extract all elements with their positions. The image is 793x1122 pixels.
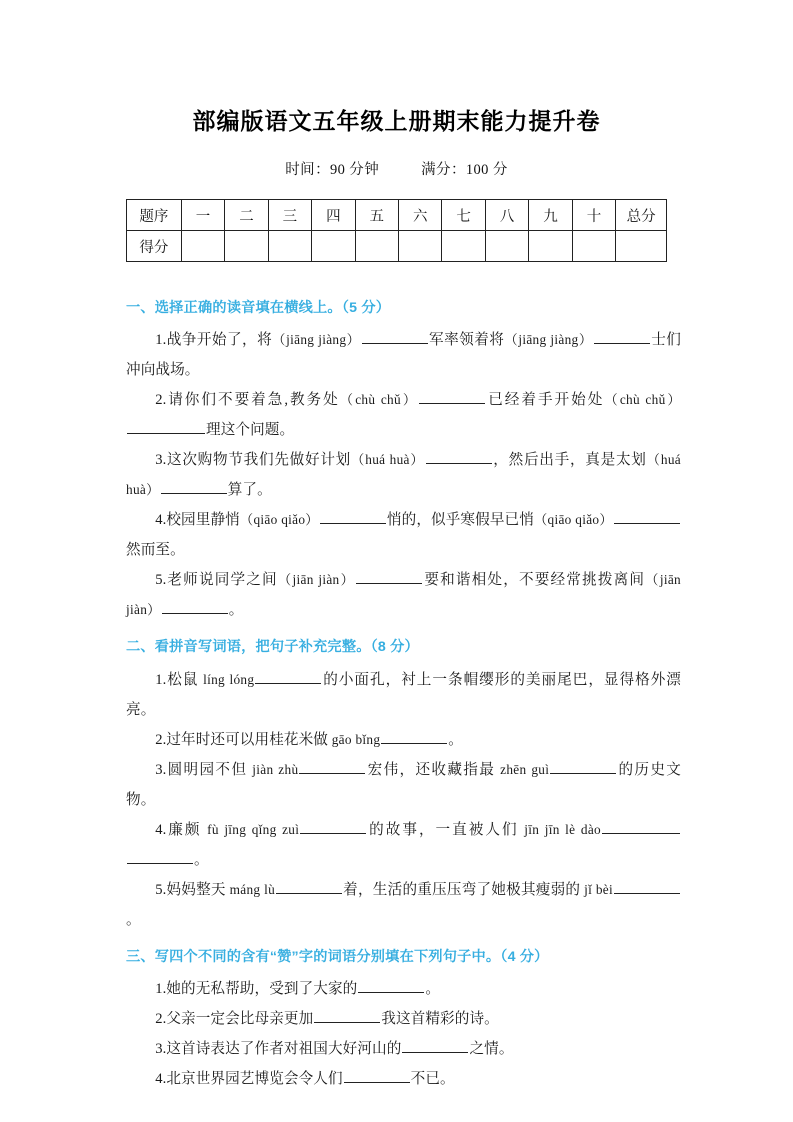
s3q3-blank[interactable]	[402, 1038, 468, 1053]
q4-text-c: 然而至。	[126, 542, 185, 559]
table-row-scores	[127, 231, 667, 262]
s2q4-pinyin-a: fù jīng qǐng zuì	[207, 821, 300, 837]
q3-text-a: 3.这次购物节我们先做好计划	[155, 452, 352, 469]
q3-blank-b[interactable]	[161, 479, 227, 494]
s2q5-pinyin-b: jǐ bèi	[584, 881, 614, 897]
col-7: 七	[442, 200, 485, 231]
s2q4-text-a: 4.廉颇	[155, 821, 208, 838]
s2q2-blank-a[interactable]	[381, 729, 447, 744]
s3q1-blank[interactable]	[358, 978, 424, 993]
s2q2-text-a: 2.过年时还可以用桂花米做	[155, 731, 332, 748]
score-cell-1[interactable]	[181, 231, 224, 262]
q1-blank-b[interactable]	[594, 329, 650, 344]
q5-text-c: 。	[228, 602, 244, 619]
section-3-question-4	[126, 1064, 681, 1094]
s2q5-text-c: 。	[126, 911, 141, 928]
s3q2-text-b: 我这首精彩的诗。	[381, 1010, 499, 1027]
q2-blank-a[interactable]	[419, 389, 485, 404]
s2q2-pinyin-a: gāo bǐng	[331, 731, 381, 747]
score-cell-2[interactable]	[225, 231, 268, 262]
section-1-question-5	[126, 565, 681, 625]
s3q2-text-a: 2.父亲一定会比母亲更加	[155, 1010, 314, 1027]
s2q3-text-a: 3.圆明园不但	[155, 761, 253, 778]
exam-content	[0, 298, 793, 1094]
q5-text-b: 要和谐相处，不要经常挑拨离间	[423, 572, 646, 589]
s2q5-text-b: 着，生活的重压压弯了她极其瘦弱的	[343, 881, 585, 898]
section-1-heading: 一、选择正确的读音填在横线上。（5 分）	[126, 300, 391, 316]
s2q1-pinyin-a: líng lóng	[203, 671, 255, 687]
section-1-question-3	[126, 445, 681, 505]
section-2	[126, 637, 681, 934]
s2q4-blank-c[interactable]	[127, 849, 193, 864]
s2q4-blank-b[interactable]	[602, 819, 680, 834]
q5-pinyin-a: （jiān jiàn）	[277, 572, 356, 588]
s3q3-text-b: 之情。	[469, 1040, 514, 1057]
s3q3-text-a: 3.这首诗表达了作者对祖国大好河山的	[155, 1040, 402, 1057]
score-cell-10[interactable]	[572, 231, 615, 262]
score-table-container	[0, 179, 793, 262]
q5-pinyin-b: （jiān jiàn）	[126, 572, 681, 618]
col-2: 二	[225, 200, 268, 231]
s3q4-blank[interactable]	[344, 1068, 410, 1083]
section-3-question-2	[126, 1004, 681, 1034]
col-10: 十	[572, 200, 615, 231]
s2q3-pinyin-b: zhēn guì	[500, 761, 550, 777]
s2q4-text-b: 的故事，一直被人们	[367, 821, 525, 838]
q4-pinyin-a: （qiāo qiǎo）	[239, 512, 319, 528]
s2q3-text-b: 宏伟，还收藏指最	[366, 761, 501, 778]
section-2-heading: 二、看拼音写词语，把句子补充完整。（8 分）	[126, 639, 419, 656]
score-cell-5[interactable]	[355, 231, 398, 262]
section-1-question-2	[126, 385, 681, 445]
s3q4-text-a: 4.北京世界园艺博览会令人们	[155, 1070, 343, 1087]
exam-meta	[0, 136, 793, 179]
score-table	[126, 199, 667, 262]
score-cell-4[interactable]	[312, 231, 355, 262]
q1-pinyin-a: （jiāng jiàng）	[272, 332, 361, 348]
q2-text-c: 理这个问题。	[206, 422, 295, 439]
q4-text-b: 悄的，似乎寒假早已悄	[386, 512, 534, 529]
q4-text-a: 4.校园里静悄	[155, 512, 240, 529]
s2q1-blank-a[interactable]	[255, 669, 321, 684]
time-label: 时间：90 分钟	[285, 162, 380, 178]
section-2-question-3	[126, 755, 681, 815]
s3q1-text-a: 1.她的无私帮助，受到了大家的	[155, 980, 358, 997]
q2-pinyin-a: （chù chǔ）	[339, 392, 419, 408]
section-3-question-1	[126, 974, 681, 1004]
score-cell-9[interactable]	[529, 231, 572, 262]
section-3-question-3	[126, 1034, 681, 1064]
s2q5-blank-b[interactable]	[614, 879, 680, 894]
s2q5-text-a: 5.妈妈整天	[155, 881, 230, 898]
s3q2-blank[interactable]	[314, 1008, 380, 1023]
s3q4-text-b: 不已。	[410, 1070, 455, 1087]
total-score-label: 满分：100 分	[421, 162, 508, 178]
s2q5-blank-a[interactable]	[276, 879, 342, 894]
s2q2-text-b: 。	[448, 731, 463, 748]
s2q5-pinyin-a: máng lù	[229, 881, 276, 897]
q2-pinyin-b: （chù chǔ）	[604, 392, 682, 408]
s2q4-text-c: 。	[194, 851, 209, 868]
section-2-question-1	[126, 665, 681, 725]
section-2-question-2	[126, 725, 681, 755]
score-cell-total[interactable]	[616, 231, 667, 262]
s2q3-blank-a[interactable]	[299, 759, 365, 774]
q3-blank-a[interactable]	[426, 449, 492, 464]
q5-blank-b[interactable]	[162, 599, 228, 614]
q1-pinyin-b: （jiāng jiàng）	[504, 332, 593, 348]
col-6: 六	[399, 200, 442, 231]
q1-blank-a[interactable]	[362, 329, 428, 344]
score-cell-3[interactable]	[268, 231, 311, 262]
s2q3-pinyin-a: jiàn zhù	[252, 761, 299, 777]
q1-text-a: 1.战争开始了，将	[155, 332, 273, 349]
q2-text-b: 已经着手开始处	[486, 392, 605, 409]
col-5: 五	[355, 200, 398, 231]
section-1-question-4	[126, 505, 681, 565]
section-3-heading: 三、写四个不同的含有“赞”字的词语分别填在下列句子中。（4 分）	[126, 948, 549, 965]
s3q1-text-b: 。	[425, 980, 441, 997]
row-header-score: 得分	[127, 231, 182, 262]
s2q4-pinyin-b: jīn jīn lè dào	[524, 821, 601, 837]
col-1: 一	[181, 200, 224, 231]
q4-pinyin-b: （qiāo qiǎo）	[533, 512, 613, 528]
col-4: 四	[312, 200, 355, 231]
q5-text-a: 5.老师说同学之间	[155, 572, 278, 589]
q5-blank-a[interactable]	[356, 569, 422, 584]
table-row-header	[127, 200, 667, 231]
q3-text-c: 算了。	[227, 482, 272, 499]
section-2-question-5	[126, 875, 681, 935]
col-8: 八	[485, 200, 528, 231]
score-cell-8[interactable]	[485, 231, 528, 262]
s2q1-text-b: 的小面孔，衬上一条帽缨形的美丽尾巴，显得格外漂亮。	[126, 671, 681, 718]
q4-blank-b[interactable]	[614, 509, 680, 524]
section-2-question-4	[126, 815, 681, 875]
q3-pinyin-a: （huá huà）	[351, 452, 425, 468]
s2q4-blank-a[interactable]	[300, 819, 366, 834]
col-9: 九	[529, 200, 572, 231]
score-cell-6[interactable]	[399, 231, 442, 262]
q2-text-a: 2.请你们不要着急,教务处	[155, 392, 340, 409]
col-total: 总分	[616, 200, 667, 231]
q3-pinyin-b: （huá huà）	[126, 452, 681, 498]
q2-blank-b[interactable]	[127, 419, 205, 434]
section-1-question-1	[126, 325, 681, 385]
s2q3-text-c: 的历史文物。	[126, 761, 681, 808]
q1-text-b: 军率领着将	[428, 332, 505, 349]
col-3: 三	[268, 200, 311, 231]
q3-text-b: ，然后出手，真是太划	[492, 452, 647, 469]
s2q3-blank-b[interactable]	[550, 759, 616, 774]
q1-text-c: 士们冲向战场。	[126, 332, 681, 379]
section-1	[126, 298, 681, 625]
s2q1-text-a: 1.松鼠	[155, 671, 204, 688]
q4-blank-a[interactable]	[320, 509, 386, 524]
score-cell-7[interactable]	[442, 231, 485, 262]
row-header-question-no: 题序	[127, 200, 182, 231]
section-3	[126, 947, 681, 1094]
page-title: 部编版语文五年级上册期末能力提升卷	[192, 108, 601, 134]
